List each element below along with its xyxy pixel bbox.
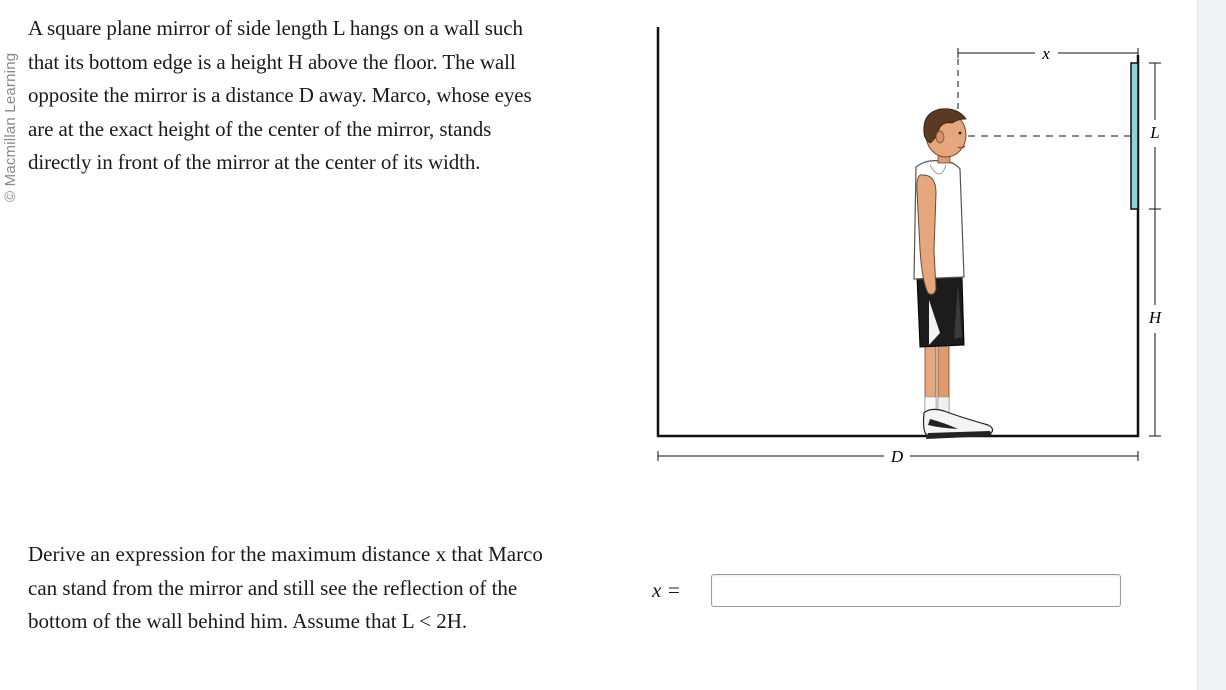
mirror-diagram — [640, 15, 1180, 480]
problem-line: that its bottom edge is a height H above the floor. The wall — [28, 49, 516, 74]
question-text — [28, 538, 598, 639]
problem-statement — [28, 12, 588, 180]
L-label: L — [1150, 123, 1160, 142]
x-label: x — [1042, 44, 1050, 63]
problem-line: opposite the mirror is a distance D away. Marco, whose eyes — [28, 83, 532, 107]
question-line: bottom of the wall behind him. Assume that L < 2H. — [28, 609, 468, 633]
mirror — [1131, 63, 1138, 209]
answer-label: x = — [652, 578, 681, 602]
marco-figure — [914, 109, 993, 439]
right-scroll-strip[interactable] — [1197, 0, 1226, 690]
problem-line: directly in front of the mirror at the center of its width. — [28, 150, 481, 174]
D-label: D — [890, 447, 904, 466]
question-line: can stand from the mirror and still see the reflection of the — [28, 575, 518, 600]
diagram-svg — [640, 15, 1180, 475]
room-outline — [658, 27, 1138, 436]
answer-input[interactable] — [711, 574, 1121, 607]
watermark-text: © Macmillan Learning — [2, 52, 19, 202]
problem-line: A square plane mirror of side length L hangs on a wall such — [28, 16, 523, 40]
copyright-watermark — [0, 30, 22, 210]
H-label: H — [1148, 308, 1162, 327]
question-line: Derive an expression for the maximum distance x that Marco — [28, 542, 543, 566]
problem-line: are at the exact height of the center of the mirror, stands — [28, 116, 492, 141]
